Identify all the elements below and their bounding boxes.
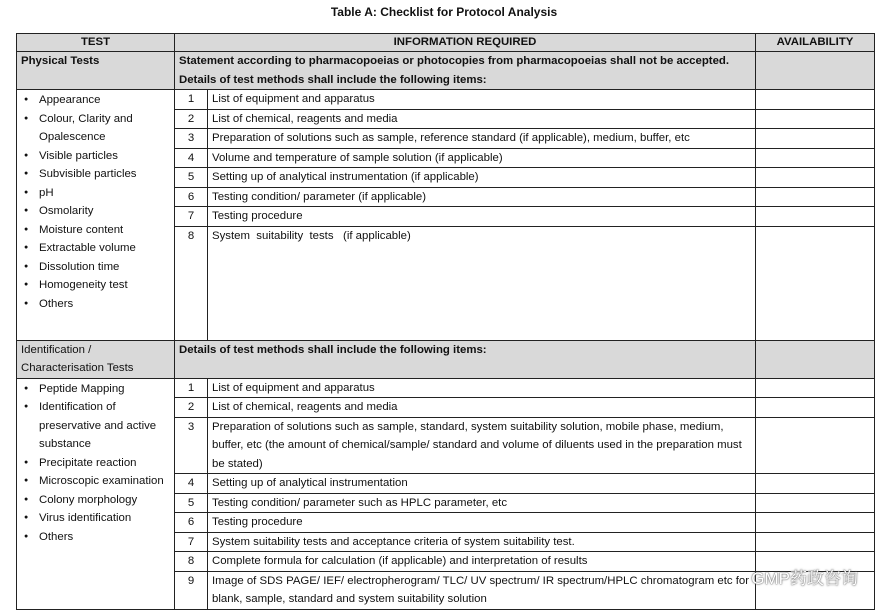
availability-cell[interactable] bbox=[756, 513, 875, 533]
availability-cell[interactable] bbox=[756, 474, 875, 494]
item-number: 6 bbox=[175, 513, 208, 533]
availability-cell[interactable] bbox=[756, 129, 875, 149]
item-number: 1 bbox=[175, 90, 208, 110]
item-text: Setting up of analytical instrumentation (if applicable) bbox=[208, 168, 756, 188]
item-text: List of chemical, reagents and media bbox=[208, 398, 756, 418]
list-item: ● Peptide Mapping bbox=[21, 380, 170, 399]
item-number: 8 bbox=[175, 552, 208, 572]
physical-details-intro: Details of test methods shall include the following items: bbox=[179, 73, 487, 86]
item-number: 1 bbox=[175, 378, 208, 398]
item-number: 2 bbox=[175, 398, 208, 418]
identification-section-row bbox=[17, 340, 875, 378]
availability-cell[interactable] bbox=[756, 52, 875, 90]
availability-cell[interactable] bbox=[756, 226, 875, 340]
physical-tests-list bbox=[21, 91, 170, 313]
availability-cell[interactable] bbox=[756, 90, 875, 110]
list-item: ● Identification of preservative and active substance bbox=[21, 398, 170, 454]
item-text: List of equipment and apparatus bbox=[208, 378, 756, 398]
item-text: Testing condition/ parameter (if applicable) bbox=[208, 187, 756, 207]
physical-tests-list-cell bbox=[17, 90, 175, 341]
item-number: 7 bbox=[175, 532, 208, 552]
identification-tests-list-cell bbox=[17, 378, 175, 609]
item-number: 6 bbox=[175, 187, 208, 207]
availability-cell[interactable] bbox=[756, 148, 875, 168]
list-item: ● Microscopic examination bbox=[21, 472, 170, 491]
physical-statement-cell bbox=[175, 52, 756, 90]
item-text: Complete formula for calculation (if applicable) and interpretation of results bbox=[208, 552, 756, 572]
item-text: Testing procedure bbox=[208, 513, 756, 533]
header-availability: AVAILABILITY bbox=[756, 34, 875, 52]
list-item: ● Dissolution time bbox=[21, 258, 170, 277]
item-text: Setting up of analytical instrumentation bbox=[208, 474, 756, 494]
header-information: INFORMATION REQUIRED bbox=[175, 34, 756, 52]
item-number: 5 bbox=[175, 168, 208, 188]
availability-cell[interactable] bbox=[756, 398, 875, 418]
list-item: ● Precipitate reaction bbox=[21, 454, 170, 473]
availability-cell[interactable] bbox=[756, 532, 875, 552]
item-number: 9 bbox=[175, 571, 208, 609]
item-text: Testing condition/ parameter such as HPLC parameter, etc bbox=[208, 493, 756, 513]
table-row bbox=[17, 90, 875, 110]
physical-section-row bbox=[17, 52, 875, 90]
list-item: ● Osmolarity bbox=[21, 202, 170, 221]
item-text: System suitability tests and acceptance criteria of system suitability test. bbox=[208, 532, 756, 552]
item-text: Image of SDS PAGE/ IEF/ electropherogram/ TLC/ UV spectrum/ IR spectrum/HPLC chromatogram etc for blank, sample, standard and system suitability solution bbox=[208, 571, 756, 609]
watermark: GMP药政咨询 bbox=[751, 569, 858, 588]
availability-cell[interactable] bbox=[756, 417, 875, 474]
item-text: Volume and temperature of sample solution (if applicable) bbox=[208, 148, 756, 168]
identification-tests-list bbox=[21, 380, 170, 547]
table-row bbox=[17, 378, 875, 398]
identification-details-intro: Details of test methods shall include the following items: bbox=[175, 340, 756, 378]
item-number: 8 bbox=[175, 226, 208, 340]
availability-cell[interactable] bbox=[756, 207, 875, 227]
availability-cell[interactable] bbox=[756, 168, 875, 188]
list-item: ● Homogeneity test bbox=[21, 276, 170, 295]
list-item: ● Colony morphology bbox=[21, 491, 170, 510]
item-text: Preparation of solutions such as sample, standard, system suitability solution, mobile phase, medium, buffer, etc (the amount of chemical/sample/ standard and volume of diluents used in the preparation must be stated) bbox=[208, 417, 756, 474]
header-test: TEST bbox=[17, 34, 175, 52]
identification-tests-label: Identification / Characterisation Tests bbox=[17, 340, 175, 378]
item-number: 3 bbox=[175, 129, 208, 149]
list-item: ● pH bbox=[21, 184, 170, 203]
item-number: 3 bbox=[175, 417, 208, 474]
availability-cell[interactable] bbox=[756, 109, 875, 129]
physical-tests-label: Physical Tests bbox=[17, 52, 175, 90]
header-row bbox=[17, 34, 875, 52]
item-number: 4 bbox=[175, 474, 208, 494]
item-number: 5 bbox=[175, 493, 208, 513]
list-item: ● Colour, Clarity and Opalescence bbox=[21, 110, 170, 147]
list-item: ● Visible particles bbox=[21, 147, 170, 166]
item-text: List of chemical, reagents and media bbox=[208, 109, 756, 129]
availability-cell[interactable] bbox=[756, 187, 875, 207]
table-title: Table A: Checklist for Protocol Analysis bbox=[330, 5, 558, 19]
protocol-checklist-table bbox=[16, 33, 875, 610]
list-item: ● Appearance bbox=[21, 91, 170, 110]
item-text: Testing procedure bbox=[208, 207, 756, 227]
item-text: Preparation of solutions such as sample, reference standard (if applicable), medium, buffer, etc bbox=[208, 129, 756, 149]
physical-statement: Statement according to pharmacopoeias or photocopies from pharmacopoeias shall not be accepted. bbox=[179, 55, 730, 67]
item-number: 4 bbox=[175, 148, 208, 168]
availability-cell[interactable] bbox=[756, 493, 875, 513]
item-number: 7 bbox=[175, 207, 208, 227]
list-item: ● Moisture content bbox=[21, 221, 170, 240]
list-item: ● Others bbox=[21, 295, 170, 314]
item-text: List of equipment and apparatus bbox=[208, 90, 756, 110]
list-item: ● Subvisible particles bbox=[21, 165, 170, 184]
availability-cell[interactable] bbox=[756, 378, 875, 398]
list-item: ● Virus identification bbox=[21, 509, 170, 528]
list-item: ● Extractable volume bbox=[21, 239, 170, 258]
availability-cell[interactable] bbox=[756, 340, 875, 378]
list-item: ● Others bbox=[21, 528, 170, 547]
item-text: System suitability tests (if applicable) bbox=[208, 226, 756, 340]
item-number: 2 bbox=[175, 109, 208, 129]
